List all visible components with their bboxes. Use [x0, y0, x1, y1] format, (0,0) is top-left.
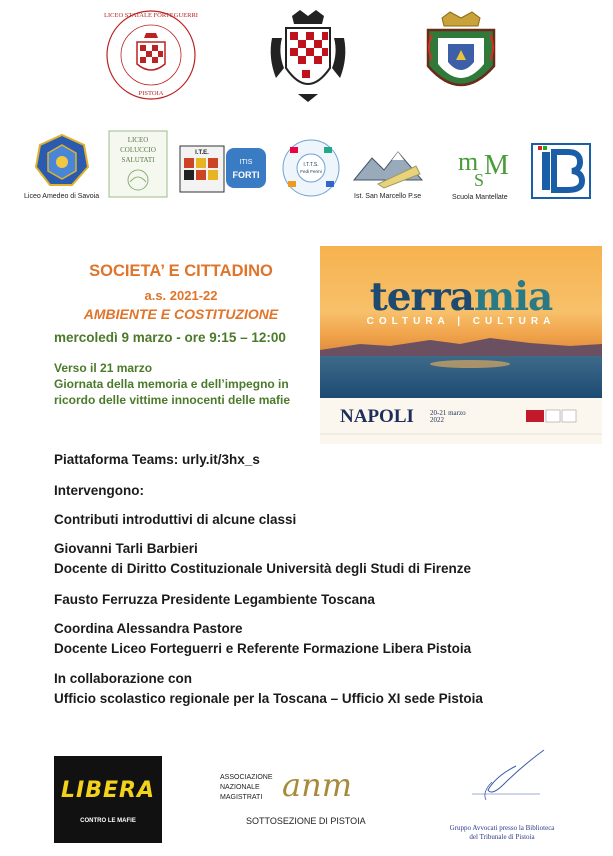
speaker1-name: Giovanni Tarli Barbieri	[54, 541, 198, 556]
speakers-intro: Intervengono:	[54, 483, 144, 498]
coordinator-name: Coordina Alessandra Pastore	[54, 621, 243, 636]
anm-section: SOTTOSEZIONE DI PISTOIA	[246, 816, 366, 826]
coordinator-role: Docente Liceo Forteguerri e Referente Formazione Libera Pistoia	[54, 641, 472, 656]
svg-text:ITIS: ITIS	[239, 159, 253, 166]
event-title: SOCIETA’ E CITTADINO	[89, 262, 273, 280]
liceo-coluccio-salutati-logo	[108, 130, 168, 198]
svg-text:SALUTATI: SALUTATI	[121, 156, 155, 164]
svg-text:m: m	[458, 148, 479, 176]
seal-ring-top: LICEO STATALE FORTEGUERRI	[104, 12, 198, 19]
banner-dates: 20-21 marzo 2022	[430, 409, 466, 424]
banner-brand-terra: terra	[369, 274, 474, 320]
banner-brand	[320, 274, 602, 320]
banner-tagline: COLTURA | CULTURA	[366, 316, 556, 327]
svg-text:M: M	[484, 150, 509, 181]
svg-text:I.T.T.S.: I.T.T.S.	[303, 162, 319, 168]
itts-fedi-fermi-logo	[278, 137, 344, 199]
contrib-classes: Contributi introduttivi di alcune classi	[54, 512, 297, 527]
liceo-amedeo-di-savoia-logo	[22, 131, 102, 203]
liceo-forteguerri-seal	[104, 8, 198, 102]
speaker2: Fausto Ferruzza Presidente Legambiente Toscana	[54, 592, 375, 607]
anm-mark: anm	[282, 766, 353, 804]
event-date: mercoledì 9 marzo - ore 9:15 – 12:00	[54, 330, 286, 345]
terramia-banner	[320, 246, 602, 444]
svg-text:I.T.E.: I.T.E.	[195, 150, 209, 156]
libera-brand: LIBERA	[61, 778, 155, 803]
libera-logo	[54, 756, 162, 843]
anm-line1: ASSOCIAZIONE	[220, 774, 273, 781]
logo-label-san-marcello: Ist. San Marcello P.se	[354, 193, 422, 200]
avvocati-logo	[432, 746, 572, 846]
avvocati-line1: Gruppo Avvocati presso la Biblioteca	[449, 824, 555, 832]
speaker1-role: Docente di Diritto Costituzionale Università degli Studi di Firenze	[54, 561, 472, 576]
event-subtitle: AMBIENTE E COSTITUZIONE	[83, 306, 279, 322]
logo-label-amedeo: Liceo Amedeo di Savoia	[24, 193, 100, 200]
ite-marchi-forti-logo	[178, 140, 268, 196]
pistoia-coat-of-arms	[262, 8, 354, 106]
logo-label-mantellate: Scuola Mantellate	[452, 194, 508, 201]
seal-ring-bottom: PISTOIA	[138, 90, 164, 97]
avvocati-line2: del Tribunale di Pistoia	[469, 833, 535, 841]
anm-line3: MAGISTRATI	[220, 794, 263, 801]
svg-text:LICEO: LICEO	[127, 136, 149, 144]
svg-text:COLUCCIO: COLUCCIO	[120, 146, 156, 154]
event-note-line3: ricordo delle vittime innocenti delle mafie	[54, 393, 291, 407]
anm-logo	[212, 766, 392, 834]
event-note-line1: Verso il 21 marzo	[54, 361, 153, 375]
banner-brand-mia: mia	[473, 274, 553, 320]
svg-text:FORTI: FORTI	[232, 170, 260, 180]
libera-sub: CONTRO LE MAFIE	[80, 818, 136, 824]
banner-city: NAPOLI	[340, 406, 414, 427]
ist-san-marcello-logo	[350, 144, 432, 206]
platform-link[interactable]: Piattaforma Teams: urly.it/3hx_s	[54, 452, 260, 467]
collab-intro: In collaborazione con	[54, 671, 193, 686]
scuola-mantellate-logo	[440, 148, 520, 206]
ib-logo	[528, 140, 594, 202]
event-year: a.s. 2021-22	[144, 288, 218, 303]
event-note-line2: Giornata della memoria e dell’impegno in	[54, 377, 289, 391]
svg-text:S: S	[474, 170, 485, 190]
svg-text:Fedi Fermi: Fedi Fermi	[300, 169, 322, 174]
collab-office: Ufficio scolastico regionale per la Toscana – Ufficio XI sede Pistoia	[54, 691, 483, 706]
anm-line2: NAZIONALE	[220, 784, 260, 791]
provincia-pistoia-coat-of-arms	[420, 8, 502, 104]
